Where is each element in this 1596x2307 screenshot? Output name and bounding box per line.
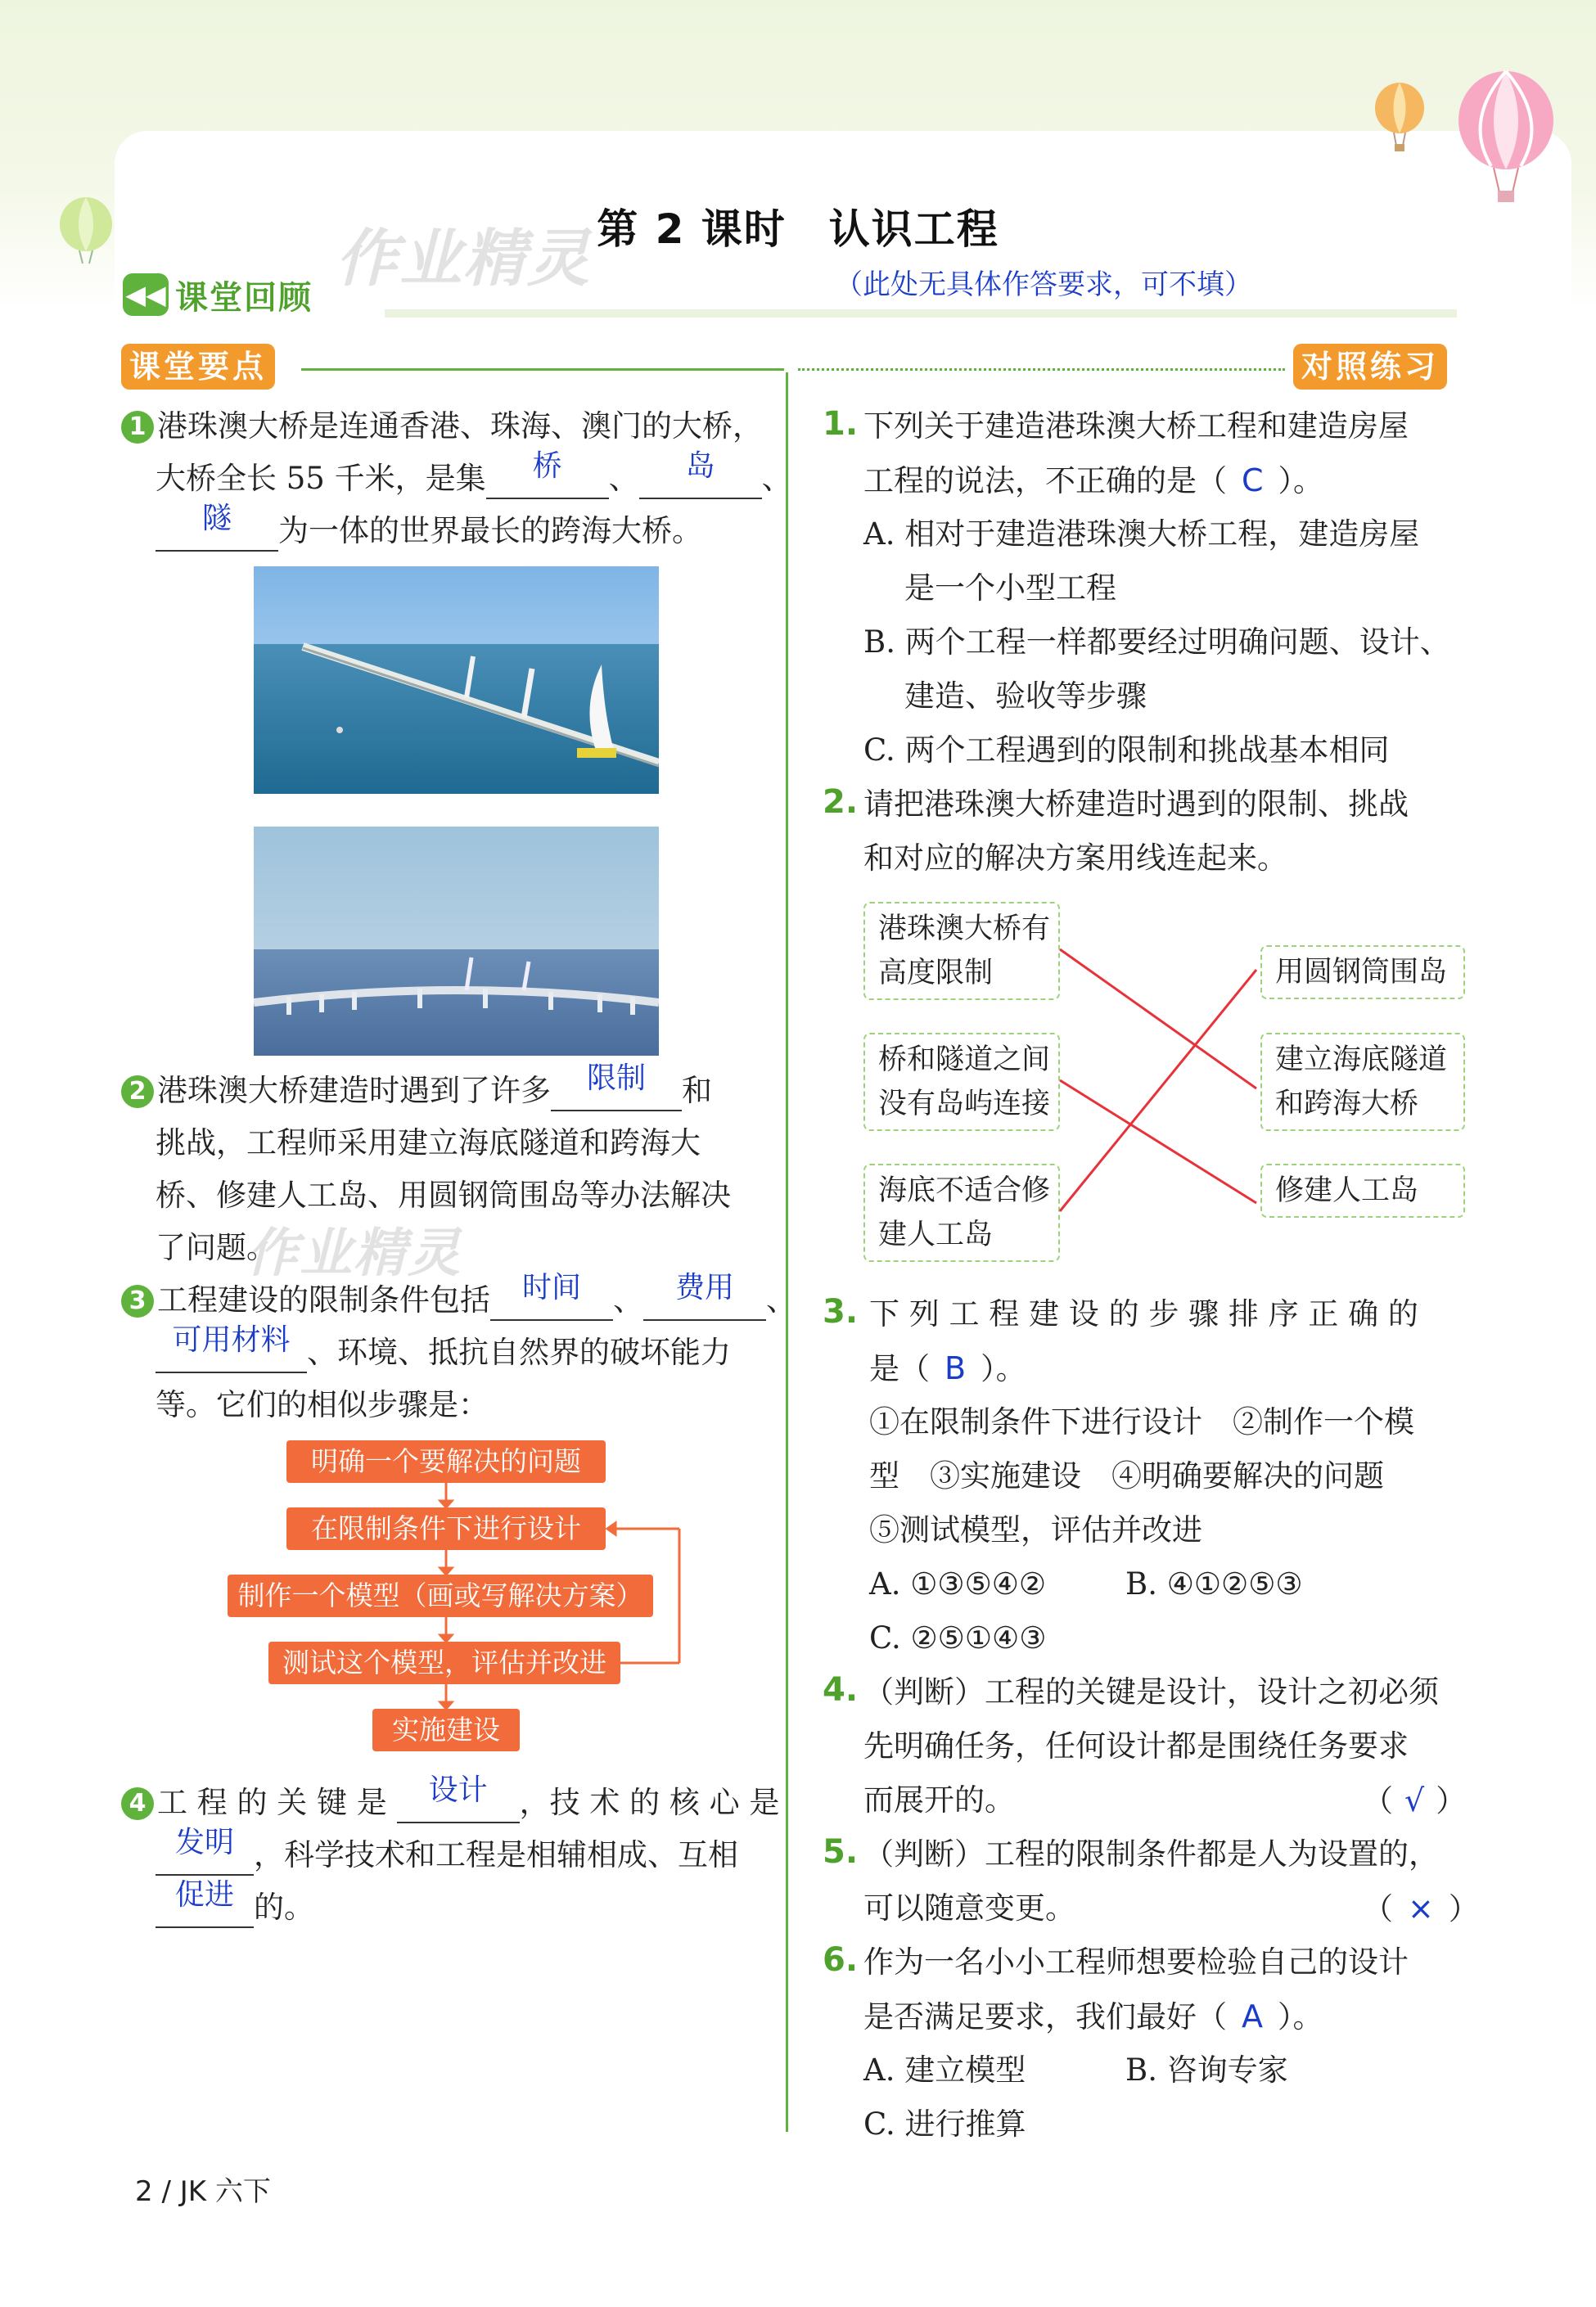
- point-3-line-2: 可用材料 、环境、抵抗自然界的破坏能力: [156, 1326, 731, 1380]
- q6-option-a: A. 建立模型: [863, 2052, 1026, 2088]
- q2-stem-1: 请把港珠澳大桥建造时遇到的限制、挑战: [863, 786, 1409, 822]
- point-3-line-1: 3 工程建设的限制条件包括 时间 、 费用 、: [121, 1273, 796, 1327]
- answer-blank: 桥: [486, 452, 609, 499]
- balloon-icon: [1449, 70, 1563, 213]
- point-number: 3: [121, 1285, 154, 1318]
- column-divider: [786, 372, 788, 2132]
- q1-option: 是一个小型工程: [904, 570, 1116, 606]
- q6-option-b: B. 咨询专家: [1125, 2052, 1288, 2088]
- choice-answer: A: [1242, 1998, 1263, 2034]
- q3-stem-2: 是（ B ）。: [869, 1350, 1026, 1386]
- match-right-item: 用圆钢筒围岛: [1260, 945, 1465, 999]
- flow-step: 制作一个模型（画或写解决方案）: [228, 1575, 653, 1617]
- point-2-line-2: 挑战，工程师采用建立海底隧道和跨海大: [156, 1125, 701, 1160]
- q5-stem-2: 可以随意变更。: [863, 1890, 1075, 1926]
- q1-stem-1: 下列关于建造港珠澳大桥工程和建造房屋: [863, 408, 1409, 444]
- q3-step: ①在限制条件下进行设计 ②制作一个模: [869, 1404, 1414, 1440]
- section-divider: [798, 368, 1285, 371]
- match-lines: [1056, 933, 1269, 1228]
- rewind-icon: ◀◀: [123, 273, 169, 316]
- point-1-line-2: 大桥全长 55 千米，是集 桥 、 岛 、: [156, 452, 792, 506]
- answer-blank: 岛: [639, 452, 762, 499]
- q1-option: A. 相对于建造港珠澳大桥工程，建造房屋: [863, 516, 1420, 552]
- answer-blank: 设计: [397, 1776, 520, 1823]
- q2-stem-2: 和对应的解决方案用线连起来。: [863, 840, 1287, 876]
- section-divider: [301, 368, 784, 371]
- question-number: 6.: [823, 1941, 859, 1979]
- flow-step: 测试这个模型，评估并改进: [268, 1642, 620, 1684]
- flow-step: 明确一个要解决的问题: [286, 1440, 606, 1483]
- answer-blank: 隧: [156, 504, 278, 552]
- q5-stem-1: （判断）工程的限制条件都是人为设置的，: [863, 1836, 1439, 1872]
- match-right-item: 修建人工岛: [1260, 1164, 1465, 1218]
- point-4-line-1: 4 工 程 的 关 键 是 设计 ，技 术 的 核 心 是: [121, 1776, 779, 1830]
- q3-stem-1: 下 列 工 程 建 设 的 步 骤 排 序 正 确 的: [869, 1296, 1418, 1331]
- page-footer: 2 / JK 六下: [135, 2175, 271, 2208]
- q1-option: C. 两个工程遇到的限制和挑战基本相同: [863, 732, 1390, 768]
- q3-option-a: A. ①③⑤④②: [869, 1566, 1047, 1602]
- question-number: 4.: [823, 1671, 859, 1709]
- q3-step: ⑤测试模型，评估并改进: [869, 1512, 1202, 1548]
- section-badge-practice: 对照练习: [1293, 344, 1447, 390]
- section-badge-key-points: 课堂要点: [121, 344, 275, 390]
- q4-stem-2: 先明确任务，任何设计都是围绕任务要求: [863, 1728, 1409, 1764]
- q1-option: B. 两个工程一样都要经过明确问题、设计、: [863, 624, 1450, 660]
- answer-note: （此处无具体作答要求，可不填）: [835, 268, 1252, 301]
- watermark: 作业精灵: [246, 1223, 462, 1284]
- q4-stem-1: （判断）工程的关键是设计，设计之初必须: [863, 1674, 1439, 1710]
- q6-stem-2: 是否满足要求，我们最好（ A ）。: [863, 1998, 1323, 2034]
- choice-answer: B: [945, 1350, 967, 1386]
- review-underline: [385, 309, 1457, 318]
- flow-step: 在限制条件下进行设计: [286, 1507, 606, 1550]
- point-2-line-3: 桥、修建人工岛、用圆钢筒围岛等办法解决: [156, 1178, 731, 1213]
- watermark: 作业精灵: [336, 222, 591, 295]
- match-right-item: 建立海底隧道 和跨海大桥: [1260, 1033, 1465, 1131]
- flow-arrows: [221, 1473, 696, 1719]
- q3-step: 型 ③实施建设 ④明确要解决的问题: [869, 1458, 1384, 1494]
- question-number: 3.: [823, 1293, 859, 1331]
- point-3-line-3: 等。它们的相似步骤是：: [156, 1387, 489, 1422]
- answer-blank: 促进: [156, 1881, 254, 1928]
- q3-option-b: B. ④①②⑤③: [1125, 1566, 1303, 1602]
- point-4-line-2: 发明 ，科学技术和工程是相辅相成、互相: [156, 1828, 738, 1882]
- choice-answer: C: [1242, 462, 1264, 498]
- page-title: 第 2 课时 认识工程: [597, 205, 999, 253]
- q4-stem-3: 而展开的。: [863, 1782, 1015, 1818]
- q4-judgement: （ √ ）: [1363, 1782, 1467, 1818]
- question-number: 5.: [823, 1833, 859, 1871]
- point-2-line-4: 了问题。: [156, 1230, 277, 1265]
- point-number: 2: [121, 1075, 154, 1108]
- balloon-icon: [1371, 82, 1428, 155]
- q6-stem-1: 作为一名小小工程师想要检验自己的设计: [863, 1944, 1409, 1980]
- answer-blank: 费用: [643, 1273, 766, 1321]
- match-left-item: 港珠澳大桥有 高度限制: [863, 902, 1060, 1000]
- q1-stem-2: 工程的说法，不正确的是（ C ）。: [863, 462, 1324, 498]
- point-1-line-1: 1 港珠澳大桥是连通香港、珠海、澳门的大桥，: [121, 399, 763, 453]
- question-number: 1.: [823, 405, 859, 443]
- judgement-answer: √: [1404, 1782, 1425, 1818]
- judgement-answer: ×: [1408, 1890, 1434, 1926]
- point-1-line-3: 隧 为一体的世界最长的跨海大桥。: [156, 504, 702, 558]
- answer-blank: 发明: [156, 1828, 254, 1876]
- point-4-line-3: 促进 的。: [156, 1881, 314, 1935]
- answer-blank: 时间: [490, 1273, 613, 1321]
- q6-option-c: C. 进行推算: [863, 2106, 1026, 2142]
- match-left-item: 海底不适合修 建人工岛: [863, 1164, 1060, 1262]
- bridge-photo-side: [254, 827, 659, 1056]
- point-2-line-1: 2 港珠澳大桥建造时遇到了许多 限制 和: [121, 1064, 712, 1118]
- question-number: 2.: [823, 783, 859, 821]
- q1-option: 建造、验收等步骤: [904, 678, 1147, 714]
- q3-option-c: C. ②⑤①④③: [869, 1620, 1047, 1656]
- bridge-photo-aerial: [254, 566, 659, 794]
- answer-blank: 限制: [551, 1064, 682, 1111]
- review-label: 课堂回顾: [175, 278, 313, 317]
- answer-blank: 可用材料: [156, 1326, 307, 1373]
- point-number: 4: [121, 1787, 154, 1820]
- point-number: 1: [121, 411, 154, 444]
- match-left-item: 桥和隧道之间 没有岛屿连接: [863, 1033, 1060, 1131]
- review-badge: [123, 270, 313, 319]
- flow-step: 实施建设: [372, 1709, 520, 1751]
- q5-judgement: （ × ）: [1363, 1890, 1479, 1926]
